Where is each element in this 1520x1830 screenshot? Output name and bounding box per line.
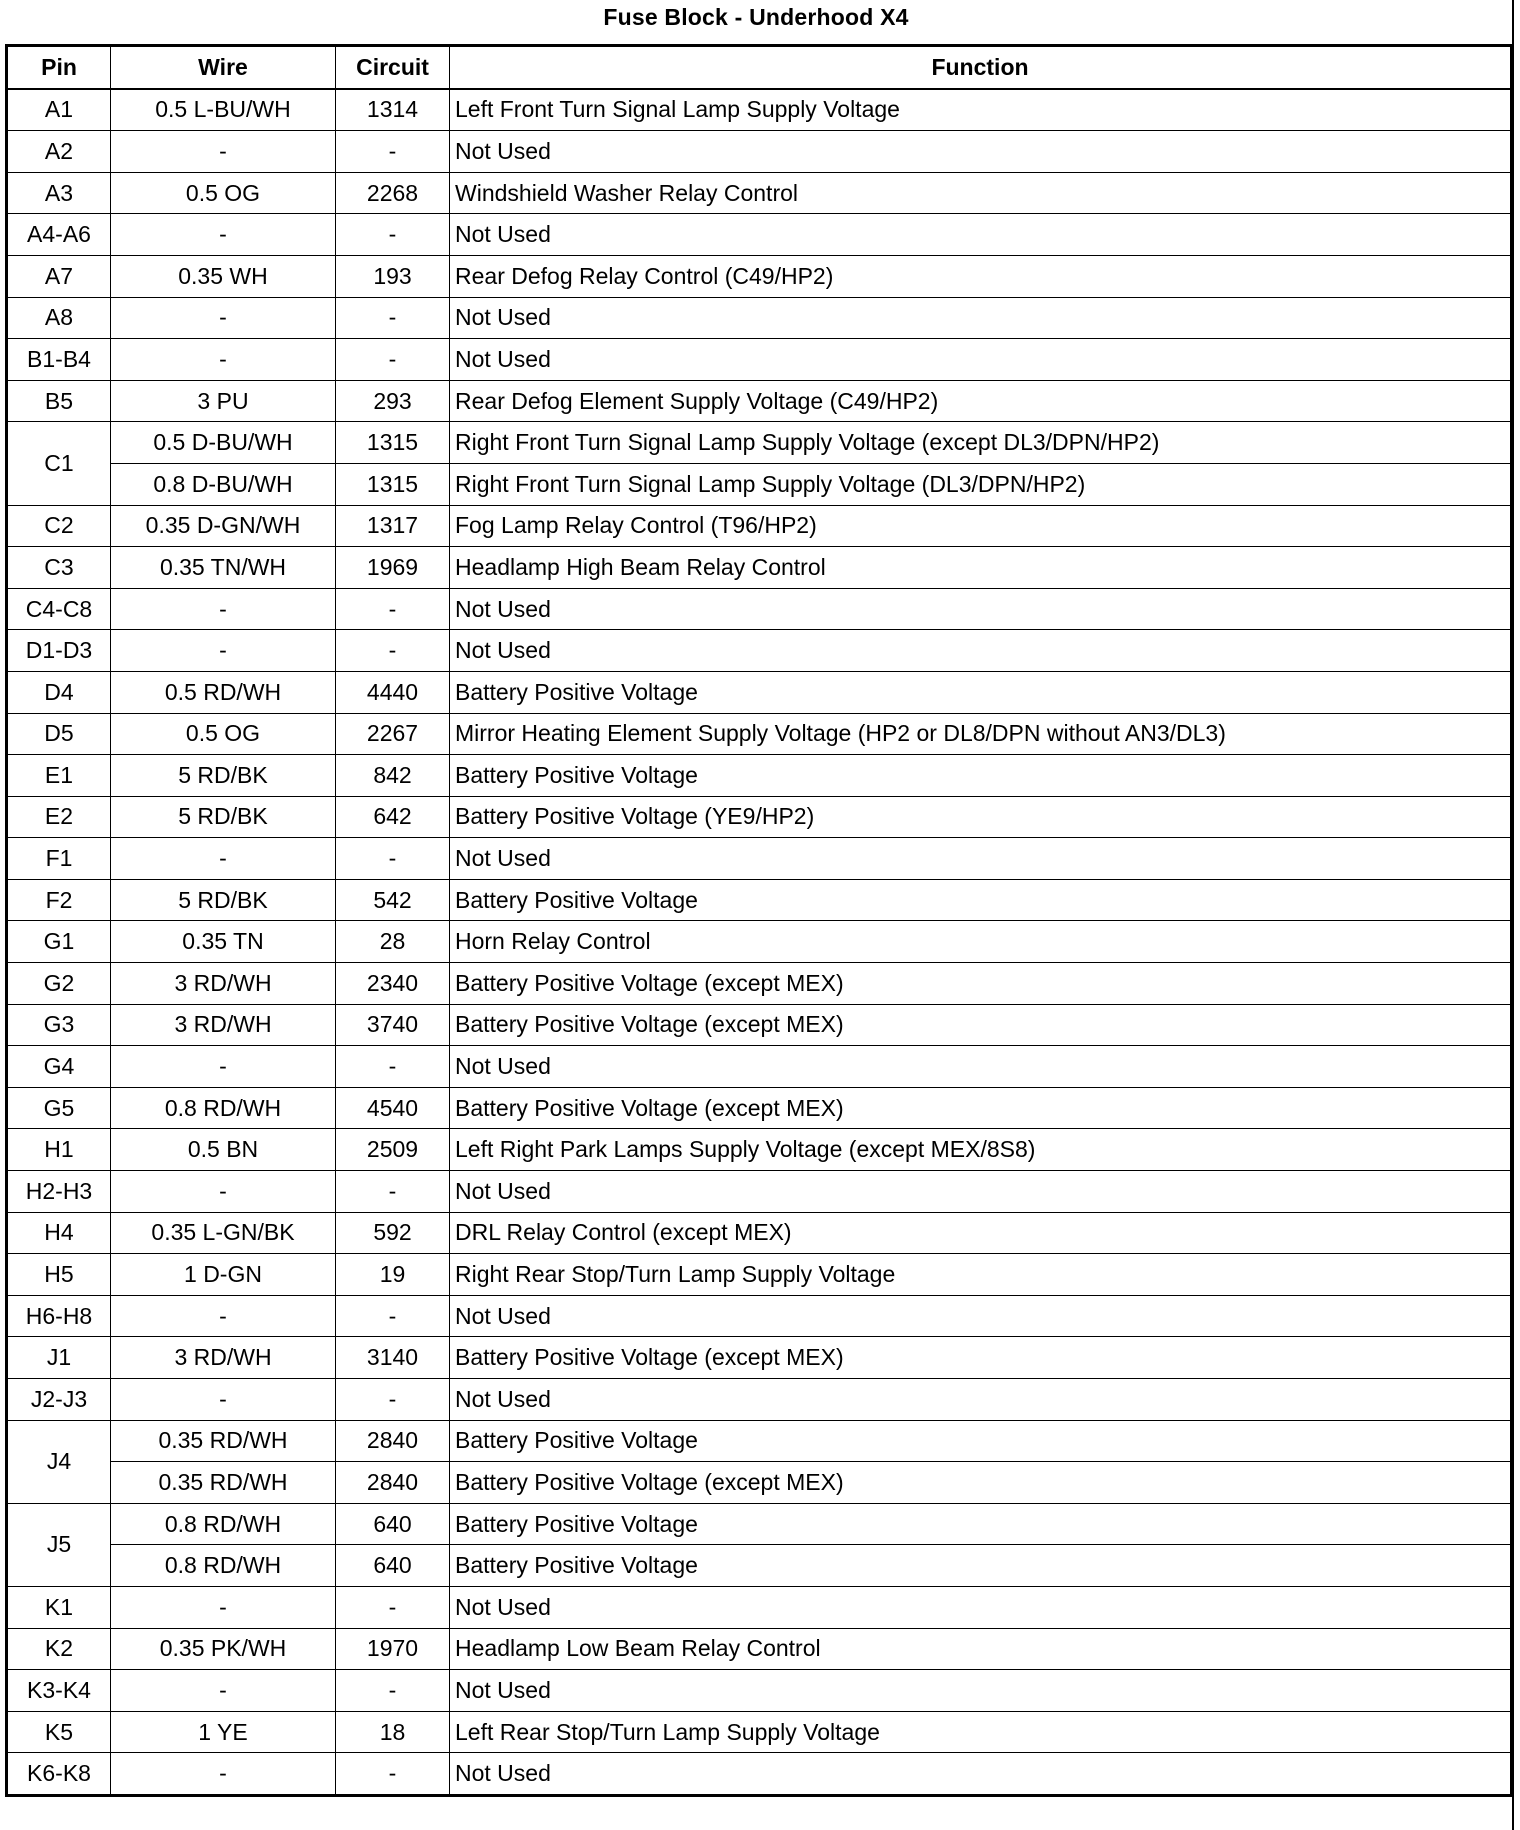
table-row (7, 1212, 1512, 1254)
wire-cell: 0.35 TN/WH (111, 547, 336, 589)
pin-cell: A2 (7, 131, 111, 173)
table-row (7, 1129, 1512, 1171)
function-cell: Battery Positive Voltage (except MEX) (450, 1337, 1512, 1379)
function-cell: Battery Positive Voltage (450, 1420, 1512, 1462)
pin-cell: E2 (7, 796, 111, 838)
table-row (7, 422, 1512, 464)
circuit-cell: 640 (336, 1545, 450, 1587)
function-cell: Battery Positive Voltage (450, 755, 1512, 797)
wire-cell: 0.35 RD/WH (111, 1462, 336, 1504)
function-cell: Left Rear Stop/Turn Lamp Supply Voltage (450, 1711, 1512, 1753)
wire-cell: 3 RD/WH (111, 1004, 336, 1046)
circuit-cell: 2509 (336, 1129, 450, 1171)
function-cell: Right Rear Stop/Turn Lamp Supply Voltage (450, 1254, 1512, 1296)
pin-cell: B5 (7, 380, 111, 422)
table-row (7, 1004, 1512, 1046)
pin-cell: J1 (7, 1337, 111, 1379)
table-row (7, 255, 1512, 297)
circuit-cell: 640 (336, 1503, 450, 1545)
pin-cell: H1 (7, 1129, 111, 1171)
table-row (7, 1503, 1512, 1545)
table-row (7, 131, 1512, 173)
table-row (7, 671, 1512, 713)
pin-cell: H4 (7, 1212, 111, 1254)
function-cell: Not Used (450, 1753, 1512, 1796)
circuit-cell: - (336, 1171, 450, 1213)
pin-cell: A8 (7, 297, 111, 339)
function-cell: Not Used (450, 1171, 1512, 1213)
circuit-cell: - (336, 1586, 450, 1628)
circuit-cell: - (336, 297, 450, 339)
wire-cell: 0.5 L-BU/WH (111, 89, 336, 131)
circuit-cell: 19 (336, 1254, 450, 1296)
table-row (7, 755, 1512, 797)
function-cell: Right Front Turn Signal Lamp Supply Voltage (DL3/DPN/HP2) (450, 463, 1512, 505)
function-cell: Not Used (450, 214, 1512, 256)
table-row (7, 463, 1512, 505)
wire-cell: 3 RD/WH (111, 1337, 336, 1379)
circuit-cell: - (336, 339, 450, 381)
table-row (7, 1586, 1512, 1628)
circuit-cell: - (336, 1046, 450, 1088)
wire-cell: 0.35 PK/WH (111, 1628, 336, 1670)
column-header-function: Function (450, 46, 1512, 89)
pin-cell: A4-A6 (7, 214, 111, 256)
function-cell: Battery Positive Voltage (except MEX) (450, 963, 1512, 1005)
wire-cell: 1 YE (111, 1711, 336, 1753)
wire-cell: 0.35 RD/WH (111, 1420, 336, 1462)
circuit-cell: 28 (336, 921, 450, 963)
column-header-pin: Pin (7, 46, 111, 89)
wire-cell: - (111, 339, 336, 381)
function-cell: Not Used (450, 588, 1512, 630)
pin-cell: K5 (7, 1711, 111, 1753)
wire-cell: - (111, 1586, 336, 1628)
function-cell: Battery Positive Voltage (YE9/HP2) (450, 796, 1512, 838)
table-row (7, 505, 1512, 547)
circuit-cell: 2267 (336, 713, 450, 755)
function-cell: Horn Relay Control (450, 921, 1512, 963)
function-cell: Battery Positive Voltage (450, 879, 1512, 921)
circuit-cell: 4440 (336, 671, 450, 713)
function-cell: Mirror Heating Element Supply Voltage (HP2 or DL8/DPN without AN3/DL3) (450, 713, 1512, 755)
function-cell: Battery Positive Voltage (450, 671, 1512, 713)
wire-cell: 0.8 RD/WH (111, 1503, 336, 1545)
pin-cell: G4 (7, 1046, 111, 1088)
function-cell: Not Used (450, 1295, 1512, 1337)
pin-cell: J5 (7, 1503, 111, 1586)
function-cell: Battery Positive Voltage (450, 1545, 1512, 1587)
table-body (7, 89, 1512, 1796)
wire-cell: 0.35 D-GN/WH (111, 505, 336, 547)
pin-cell: C3 (7, 547, 111, 589)
table-row (7, 1753, 1512, 1796)
function-cell: Not Used (450, 1379, 1512, 1421)
pin-cell: J2-J3 (7, 1379, 111, 1421)
function-cell: Rear Defog Element Supply Voltage (C49/HP2) (450, 380, 1512, 422)
pin-cell: G1 (7, 921, 111, 963)
table-row (7, 172, 1512, 214)
pin-cell: H5 (7, 1254, 111, 1296)
circuit-cell: - (336, 838, 450, 880)
pin-cell: H2-H3 (7, 1171, 111, 1213)
table-row (7, 1295, 1512, 1337)
column-header-wire: Wire (111, 46, 336, 89)
function-cell: Fog Lamp Relay Control (T96/HP2) (450, 505, 1512, 547)
wire-cell: - (111, 1753, 336, 1796)
function-cell: Not Used (450, 1586, 1512, 1628)
table-row (7, 1711, 1512, 1753)
wire-cell: 0.5 BN (111, 1129, 336, 1171)
function-cell: Left Front Turn Signal Lamp Supply Voltage (450, 89, 1512, 131)
pin-cell: H6-H8 (7, 1295, 111, 1337)
pin-cell: A7 (7, 255, 111, 297)
wire-cell: 0.35 WH (111, 255, 336, 297)
circuit-cell: 642 (336, 796, 450, 838)
pin-cell: D1-D3 (7, 630, 111, 672)
circuit-cell: 193 (336, 255, 450, 297)
table-row (7, 796, 1512, 838)
wire-cell: 0.8 RD/WH (111, 1087, 336, 1129)
circuit-cell: 1970 (336, 1628, 450, 1670)
pin-cell: G2 (7, 963, 111, 1005)
table-row (7, 1420, 1512, 1462)
table-row (7, 1087, 1512, 1129)
circuit-cell: 542 (336, 879, 450, 921)
pin-cell: K1 (7, 1586, 111, 1628)
circuit-cell: 2840 (336, 1420, 450, 1462)
pin-cell: A3 (7, 172, 111, 214)
function-cell: Not Used (450, 297, 1512, 339)
wire-cell: - (111, 131, 336, 173)
column-header-circuit: Circuit (336, 46, 450, 89)
table-row (7, 713, 1512, 755)
pin-cell: D4 (7, 671, 111, 713)
table-row (7, 1379, 1512, 1421)
wire-cell: - (111, 297, 336, 339)
table-row (7, 630, 1512, 672)
table-row (7, 380, 1512, 422)
table-row (7, 1046, 1512, 1088)
table-row (7, 1628, 1512, 1670)
table-row (7, 214, 1512, 256)
function-cell: Not Used (450, 630, 1512, 672)
header-row (7, 46, 1512, 89)
circuit-cell: - (336, 630, 450, 672)
table-row (7, 1670, 1512, 1712)
pin-cell: F1 (7, 838, 111, 880)
pin-cell: D5 (7, 713, 111, 755)
wire-cell: 0.5 RD/WH (111, 671, 336, 713)
wire-cell: 0.35 L-GN/BK (111, 1212, 336, 1254)
table-row (7, 547, 1512, 589)
pin-cell: K6-K8 (7, 1753, 111, 1796)
wire-cell: 5 RD/BK (111, 796, 336, 838)
wire-cell: - (111, 1046, 336, 1088)
pin-cell: C4-C8 (7, 588, 111, 630)
circuit-cell: 1315 (336, 422, 450, 464)
circuit-cell: 2340 (336, 963, 450, 1005)
pin-cell: K2 (7, 1628, 111, 1670)
pin-cell: G5 (7, 1087, 111, 1129)
circuit-cell: 842 (336, 755, 450, 797)
function-cell: Battery Positive Voltage (except MEX) (450, 1462, 1512, 1504)
circuit-cell: 18 (336, 1711, 450, 1753)
pin-cell: E1 (7, 755, 111, 797)
table-row (7, 879, 1512, 921)
function-cell: Battery Positive Voltage (except MEX) (450, 1087, 1512, 1129)
circuit-cell: 592 (336, 1212, 450, 1254)
pin-cell: C1 (7, 422, 111, 505)
pin-cell: G3 (7, 1004, 111, 1046)
function-cell: Not Used (450, 339, 1512, 381)
table-row (7, 588, 1512, 630)
function-cell: Battery Positive Voltage (450, 1503, 1512, 1545)
table-row (7, 838, 1512, 880)
function-cell: Not Used (450, 1046, 1512, 1088)
pin-cell: K3-K4 (7, 1670, 111, 1712)
circuit-cell: - (336, 588, 450, 630)
circuit-cell: 1314 (336, 89, 450, 131)
circuit-cell: 4540 (336, 1087, 450, 1129)
table-row (7, 1462, 1512, 1504)
circuit-cell: 293 (336, 380, 450, 422)
table-row (7, 921, 1512, 963)
table-header (7, 46, 1512, 89)
table-row (7, 297, 1512, 339)
wire-cell: 5 RD/BK (111, 879, 336, 921)
circuit-cell: 1315 (336, 463, 450, 505)
circuit-cell: - (336, 131, 450, 173)
function-cell: Battery Positive Voltage (except MEX) (450, 1004, 1512, 1046)
function-cell: Right Front Turn Signal Lamp Supply Voltage (except DL3/DPN/HP2) (450, 422, 1512, 464)
wire-cell: - (111, 1295, 336, 1337)
pin-cell: C2 (7, 505, 111, 547)
pin-cell: A1 (7, 89, 111, 131)
circuit-cell: 1969 (336, 547, 450, 589)
document-title: Fuse Block - Underhood X4 (603, 4, 909, 30)
circuit-cell: - (336, 1670, 450, 1712)
wire-cell: 0.35 TN (111, 921, 336, 963)
wire-cell: 0.5 OG (111, 172, 336, 214)
function-cell: Headlamp Low Beam Relay Control (450, 1628, 1512, 1670)
wire-cell: 0.8 D-BU/WH (111, 463, 336, 505)
function-cell: Not Used (450, 838, 1512, 880)
circuit-cell: 1317 (336, 505, 450, 547)
wire-cell: 3 RD/WH (111, 963, 336, 1005)
circuit-cell: - (336, 214, 450, 256)
connector-pinout-table (5, 44, 1513, 1797)
circuit-cell: - (336, 1295, 450, 1337)
circuit-cell: - (336, 1379, 450, 1421)
wire-cell: 3 PU (111, 380, 336, 422)
pin-cell: J4 (7, 1420, 111, 1503)
wire-cell: - (111, 1670, 336, 1712)
wire-cell: - (111, 214, 336, 256)
function-cell: Rear Defog Relay Control (C49/HP2) (450, 255, 1512, 297)
table-row (7, 1171, 1512, 1213)
function-cell: Left Right Park Lamps Supply Voltage (except MEX/8S8) (450, 1129, 1512, 1171)
function-cell: Not Used (450, 1670, 1512, 1712)
circuit-cell: 2268 (336, 172, 450, 214)
wire-cell: 0.5 D-BU/WH (111, 422, 336, 464)
wire-cell: 5 RD/BK (111, 755, 336, 797)
table-row (7, 339, 1512, 381)
wire-cell: - (111, 838, 336, 880)
wire-cell: 1 D-GN (111, 1254, 336, 1296)
table-row (7, 1337, 1512, 1379)
pin-cell: F2 (7, 879, 111, 921)
wire-cell: - (111, 1379, 336, 1421)
function-cell: DRL Relay Control (except MEX) (450, 1212, 1512, 1254)
circuit-cell: 2840 (336, 1462, 450, 1504)
function-cell: Windshield Washer Relay Control (450, 172, 1512, 214)
table-row (7, 1545, 1512, 1587)
wire-cell: 0.5 OG (111, 713, 336, 755)
table-row (7, 1254, 1512, 1296)
pin-cell: B1-B4 (7, 339, 111, 381)
function-cell: Headlamp High Beam Relay Control (450, 547, 1512, 589)
circuit-cell: 3740 (336, 1004, 450, 1046)
table-row (7, 963, 1512, 1005)
wire-cell: - (111, 630, 336, 672)
wire-cell: - (111, 588, 336, 630)
circuit-cell: 3140 (336, 1337, 450, 1379)
table-row (7, 89, 1512, 131)
wire-cell: - (111, 1171, 336, 1213)
circuit-cell: - (336, 1753, 450, 1796)
wire-cell: 0.8 RD/WH (111, 1545, 336, 1587)
function-cell: Not Used (450, 131, 1512, 173)
